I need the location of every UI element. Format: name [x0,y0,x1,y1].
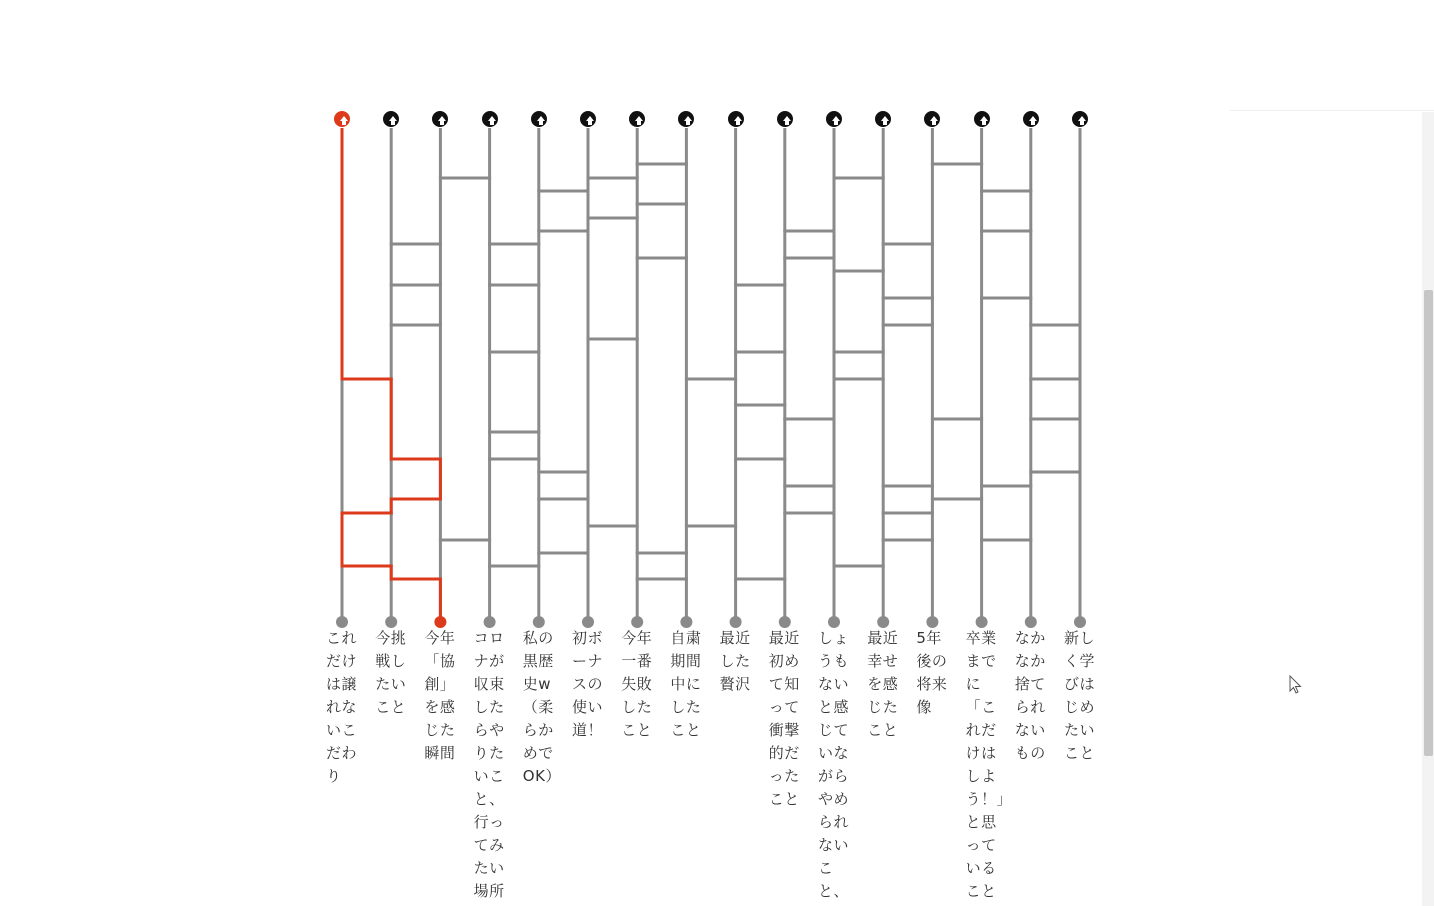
arrow-stem-icon [1080,120,1084,125]
destination-label: 自粛期間中にしたこと [670,629,702,739]
arrow-stem-icon [1031,120,1035,125]
arrow-up-circle-icon[interactable] [826,111,842,127]
arrow-up-circle-icon[interactable] [334,111,350,127]
arrow-up-circle-icon[interactable] [482,111,498,127]
arrow-stem-icon [834,120,838,125]
arrow-up-circle-icon[interactable] [1023,111,1039,127]
destination-label: 今年「協創」を感じた瞬間 [424,629,456,762]
destination-label: 新しく学びはじめたいこと [1064,629,1096,762]
arrow-up-circle-icon[interactable] [580,111,596,127]
mouse-pointer-icon [1289,675,1303,695]
arrow-stem-icon [785,120,789,125]
destination-label: 最近幸せを感じたこと [867,629,899,739]
destination-label: 初ボーナスの使い道！ [572,629,604,739]
destination-label: 今年一番失敗したこと [621,629,653,739]
scrollbar-thumb[interactable] [1424,290,1433,756]
arrow-stem-icon [588,120,592,125]
destination-label: 最近した贅沢 [719,629,751,693]
arrow-stem-icon [637,120,641,125]
arrow-up-circle-icon[interactable] [974,111,990,127]
arrow-stem-icon [539,120,543,125]
destination-label: 卒業までに「これだけはしよう！」と思っていること [965,629,1005,900]
destination-label: 5年後の将来像 [916,629,948,716]
arrow-stem-icon [440,120,444,125]
arrow-up-circle-icon[interactable] [1072,111,1088,127]
destination-label: これだけは譲れないこだわり [326,629,358,785]
panel-edge [1230,110,1434,111]
destination-label: コロナが収束したらやりたいこと、行ってみたい場所 [473,629,505,900]
destination-label: 今挑戦したいこと [375,629,407,716]
arrow-stem-icon [736,120,740,125]
arrow-stem-icon [686,120,690,125]
arrow-up-circle-icon[interactable] [777,111,793,127]
arrow-stem-icon [490,120,494,125]
destination-label: 私の黒歴史w（柔らかめでOK） [522,629,561,785]
destination-label: なかなか捨てられないもの [1014,629,1046,762]
arrow-stem-icon [883,120,887,125]
arrow-stem-icon [391,120,395,125]
destination-label: しょうもないと感じていながらやめられないこと、 [818,629,850,900]
arrow-stem-icon [982,120,986,125]
arrow-stem-icon [932,120,936,125]
arrow-up-circle-icon[interactable] [728,111,744,127]
arrow-stem-icon [342,120,346,125]
arrow-up-circle-icon[interactable] [531,111,547,127]
destination-label: 最近初めて知って衝撃的だったこと [768,629,800,808]
